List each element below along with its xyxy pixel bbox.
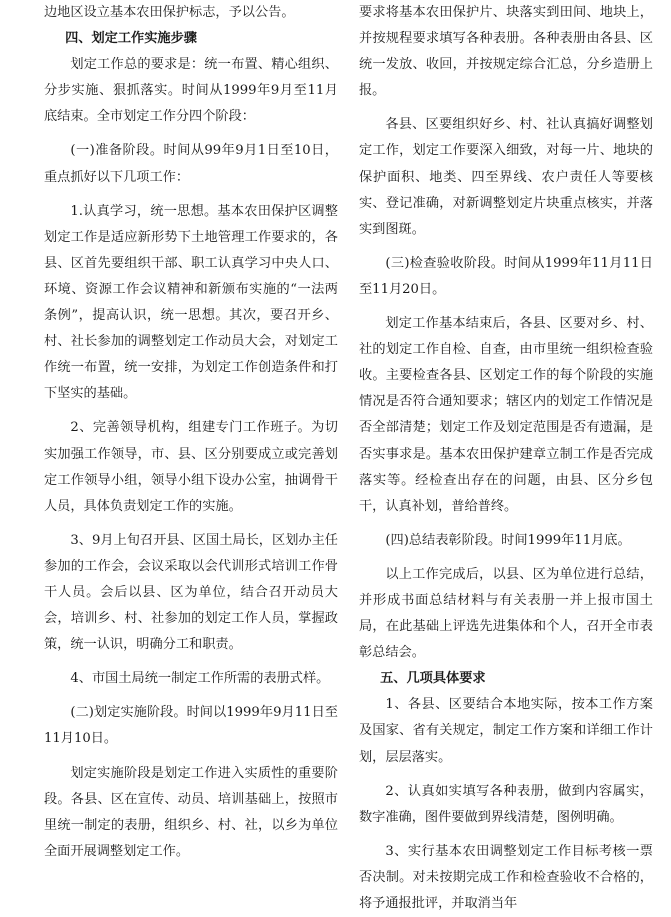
paragraph: 要求将基本农田保护片、块落实到田间、地块上，并按规程要求填写各种表册。各种表册由各县、区统一发放、收回，并按规定综合汇总，分乡造册上报。 (359, 5, 653, 99)
paragraph: (二)划定实施阶段。时间以1999年9月11日至11月10日。 (44, 705, 338, 747)
paragraph: 1.认真学习，统一思想。基本农田保护区调整划定工作是适应新形势下土地管理工作要求的，各县、区首先要组织干部、职工认真学习中央人口、环境、资源工作会议精神和新颁布实施的“一法两条例”，提高认识，统一思想。其次，要召开乡、村、社长参加的调整划定工作动员大会，对划定工作统一布置，统一安排，为划定工作创造条件和打下坚实的基础。 (44, 203, 338, 402)
paragraph: 划定工作基本结束后，各县、区要对乡、村、社的划定工作自检、自查，由市里统一组织检查验收。主要检查各县、区划定工作的每个阶段的实施情况是否符合通知要求；辖区内的划定工作情况是否全部清楚；划定工作及划定范围是否有遗漏，是否实事求是。基本农田保护建章立制工作是否完成落实等。经检查出存在的问题，由县、区分乡包干，认真补划，普给普终。 (359, 316, 653, 514)
paragraph: 1、各县、区要结合本地实际，按本工作方案及国家、省有关规定，制定工作方案和详细工作计划，层层落实。 (359, 697, 653, 765)
paragraph: 各县、区要组织好乡、村、社认真搞好调整划定工作，划定工作要深入细致，对每一片、地块的保护面积、地类、四至界线、农户责任人等要核实、登记准确，对新调整划定片块重点核实，并落实到图斑。 (359, 117, 653, 237)
section-heading: 五、几项具体要求 (380, 671, 486, 687)
paragraph: 2、完善领导机构，组建专门工作班子。为切实加强工作领导，市、县、区分别要成立或完善划定工作领导小组，领导小组下设办公室，抽调骨干人员，具体负责划定工作的实施。 (44, 420, 338, 514)
paragraph: (四)总结表彰阶段。时间1999年11月底。 (385, 532, 631, 548)
left-column (44, 0, 338, 865)
paragraph: (一)准备阶段。时间从99年9月1日至10日，重点抓好以下几项工作： (44, 143, 338, 185)
paragraph: 4、市国土局统一制定工作所需的表册式样。 (70, 671, 330, 687)
paragraph: (三)检查验收阶段。时间从1999年11月11日至11月20日。 (359, 255, 653, 297)
paragraph: 以上工作完成后，以县、区为单位进行总结，并形成书面总结材料与有关表册一并上报市国土局，在此基础上评选先进集体和个人，召开全市表彰总结会。 (359, 566, 653, 661)
paragraph: 3、实行基本农田调整划定工作目标考核一票否决制。对未按期完成工作和检查验收不合格的，将予通报批评，并取消当年 (359, 843, 653, 911)
paragraph: 划定实施阶段是划定工作进入实质性的重要阶段。各县、区在宣传、动员、培训基础上，按照市里统一制定的表册，组织乡、村、社，以乡为单位全面开展调整划定工作。 (44, 765, 338, 859)
paragraph: 划定工作总的要求是：统一布置、精心组织、分步实施、狠抓落实。时间从1999年9月至11月底结束。全市划定工作分四个阶段： (44, 57, 338, 125)
paragraph: 2、认真如实填写各种表册，做到内容属实，数字准确，图件要做到界线清楚，图例明确。 (359, 783, 653, 825)
section-heading: 四、划定工作实施步骤 (65, 31, 197, 47)
paragraph: 3、9月上旬召开县、区国土局长，区划办主任参加的工作会，会议采取以会代训形式培训工作骨干人员。会后以县、区为单位，结合召开动员大会，培训乡、村、社参加的划定工作人员，掌握政策，统一认识，明确分工和职责。 (44, 532, 338, 653)
right-column (359, 0, 653, 917)
paragraph: 边地区设立基本农田保护标志，予以公告。 (44, 5, 295, 20)
